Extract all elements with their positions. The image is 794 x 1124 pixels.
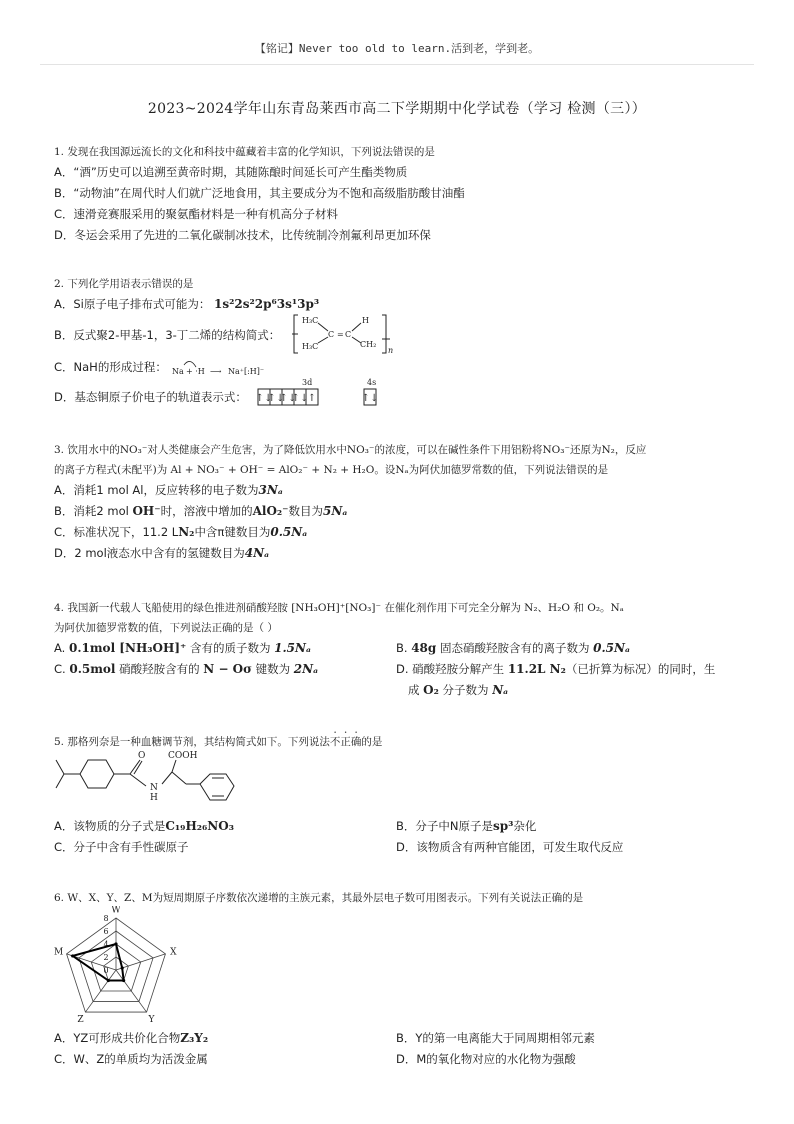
radar-tick-label: 2 bbox=[103, 953, 109, 962]
question-6-options-row-2 bbox=[54, 1049, 754, 1070]
nah-arrow: ⟶ bbox=[210, 367, 222, 376]
question-3-option-d bbox=[54, 543, 754, 564]
question-4-option-c bbox=[54, 659, 394, 680]
question-2 bbox=[54, 274, 754, 411]
carboxyl-group: COOH bbox=[168, 751, 198, 761]
question-4-option-a-label: A. bbox=[54, 641, 66, 655]
radar-category-label: M bbox=[54, 947, 64, 958]
question-2-option-b bbox=[54, 317, 754, 357]
question-4-option-d-continued bbox=[408, 680, 768, 701]
question-4-option-d bbox=[396, 659, 756, 680]
nateglinide-structure bbox=[54, 748, 254, 816]
question-3-option-d-value: 4Nₐ bbox=[244, 546, 269, 560]
question-3 bbox=[54, 440, 754, 564]
question-5-option-a bbox=[54, 816, 394, 837]
question-5-option-b bbox=[396, 816, 756, 837]
question-3-option-d-text: D．2 mol液态水中含有的氢键数目为 bbox=[54, 546, 245, 560]
polymer-carbon-2: C bbox=[345, 330, 352, 339]
question-6-options bbox=[54, 1028, 754, 1070]
polymer-ch2: CH₂ bbox=[360, 340, 377, 349]
question-5-options-row-2 bbox=[54, 837, 754, 858]
polymer-subscript-n: n bbox=[388, 346, 394, 355]
question-6-option-b: B．Y的第一电离能大于同周期相邻元素 bbox=[396, 1031, 595, 1045]
question-3-option-c bbox=[54, 522, 754, 543]
question-1 bbox=[54, 142, 754, 246]
question-4-option-a bbox=[54, 638, 394, 659]
question-3-option-c-value: 0.5Nₐ bbox=[270, 525, 308, 539]
question-5-stem-emphasis: 不正确 bbox=[329, 736, 362, 748]
question-4-option-a-value: 1.5Nₐ bbox=[274, 641, 311, 655]
radar-tick-label: 6 bbox=[103, 927, 109, 936]
question-6-options-row-1 bbox=[54, 1028, 754, 1049]
question-6-stem: 6. W、X、Y、Z、M为短周期原子序数依次递增的主族元素，其最外层电子数可用图表示。下列有关说法正确的是 bbox=[54, 892, 584, 904]
question-3-option-c-tail: 中含π键数目为 bbox=[194, 525, 271, 539]
carbonyl-oxygen: O bbox=[138, 751, 146, 761]
page-title: 2023~2024学年山东青岛莱西市高二下学期期中化学试卷（学习 检测（三）） bbox=[147, 101, 647, 117]
orbital-electrons-3d: ↑↓ bbox=[267, 393, 285, 404]
header-divider bbox=[40, 64, 754, 65]
question-4 bbox=[54, 598, 754, 701]
question-2-option-d-text: D．基态铜原子价电子的轨道表示式： bbox=[54, 390, 247, 404]
amide-nitrogen: N bbox=[150, 783, 158, 793]
question-4-option-a-text: 含有的质子数为 bbox=[186, 641, 275, 655]
question-6-option-a bbox=[54, 1028, 394, 1049]
polymer-ch3-bottom: H₃C bbox=[302, 342, 319, 351]
question-3-option-c-n2: N₂ bbox=[178, 525, 195, 539]
nah-sodium: Na bbox=[172, 367, 184, 376]
nah-formation-diagram bbox=[172, 359, 282, 379]
cu-orbital-diagram bbox=[254, 377, 394, 411]
electron-configuration: 1s²2s²2p⁶3s¹3p³ bbox=[214, 297, 320, 311]
question-5-option-d: D．该物质含有两种官能团，可发生取代反应 bbox=[396, 840, 624, 854]
orbital-electrons-3d: ↑↓ bbox=[291, 393, 309, 404]
question-3-option-b-text: B．消耗2 mol bbox=[54, 504, 129, 518]
question-2-option-b-text: B．反式聚2-甲基-1，3-丁二烯的结构简式： bbox=[54, 328, 281, 342]
question-4-option-d-text: D. 硝酸羟胺分解产生 bbox=[396, 662, 508, 676]
radar-tick-label: 8 bbox=[103, 914, 109, 923]
question-4-option-c-value: 2Nₐ bbox=[293, 662, 319, 676]
question-4-option-d-o2: O₂ bbox=[423, 683, 439, 697]
question-4-option-b-text: 固态硝酸羟胺含有的离子数为 bbox=[436, 641, 594, 655]
radar-category-label: Z bbox=[77, 1014, 84, 1025]
orbital-electrons-3d: ↑↓ bbox=[279, 393, 297, 404]
question-4-options-row-1 bbox=[54, 638, 754, 659]
radar-point bbox=[71, 954, 74, 957]
nah-hydrogen-atom: + ·H bbox=[186, 367, 205, 376]
question-5-options-row-1 bbox=[54, 816, 754, 837]
question-4-option-d-line2: 成 bbox=[408, 683, 424, 697]
question-3-option-b-value: 5Nₐ bbox=[323, 504, 348, 518]
question-5-option-b-tail: 杂化 bbox=[513, 819, 537, 833]
question-4-stem-line-1: 4. 我国新一代载人飞船使用的绿色推进剂硝酸羟胺 [NH₃OH]⁺[NO₃]⁻ 在催化剂作用下可完全分解为 N₂、H₂O 和 O₂。Nₐ bbox=[54, 602, 624, 614]
question-3-option-a bbox=[54, 480, 754, 501]
question-3-option-a-text: A．消耗1 mol Al，反应转移的电子数为 bbox=[54, 483, 259, 497]
question-4-options-row-2 bbox=[54, 659, 754, 680]
question-2-option-a bbox=[54, 294, 754, 317]
question-4-option-c-text: 硝酸羟胺含有的 bbox=[115, 662, 204, 676]
question-4-option-c-label: C. bbox=[54, 662, 66, 676]
question-2-option-d bbox=[54, 378, 754, 411]
orbital-label-3d: 3d bbox=[302, 378, 313, 387]
question-2-option-a-text: A．Si原子电子排布式可能为： bbox=[54, 297, 211, 311]
question-4-option-b-amount: 48g bbox=[411, 641, 437, 655]
question-3-stem-line-1: 3. 饮用水中的NO₃⁻对人类健康会产生危害，为了降低饮用水中NO₃⁻的浓度，可以在碱性条件下用铝粉将NO₃⁻还原为N₂，反应 bbox=[54, 444, 647, 456]
radar-point bbox=[114, 942, 117, 945]
radar-tick-label: 0 bbox=[103, 966, 109, 975]
question-6-option-d: D．M的氧化物对应的水化物为强酸 bbox=[396, 1052, 576, 1066]
radar-tick-label: 4 bbox=[103, 940, 109, 949]
polymer-right-bracket bbox=[382, 315, 386, 353]
radar-chart bbox=[54, 906, 184, 1030]
polymer-structure bbox=[292, 313, 402, 355]
question-3-option-b-ion2: AlO₂⁻ bbox=[252, 504, 289, 518]
question-3-option-b-tail2: 数目为 bbox=[288, 504, 323, 518]
question-4-option-d-value: Nₐ bbox=[492, 683, 509, 697]
question-1-option-d: D．冬运会采用了先进的二氧化碳制冰技术，比传统制冷剂氟利昂更加环保 bbox=[54, 228, 431, 242]
radar-point bbox=[107, 979, 110, 982]
question-5-option-a-text: A．该物质的分子式是 bbox=[54, 819, 166, 833]
question-1-stem: 1. 发现在我国源远流长的文化和科技中蕴藏着丰富的化学知识，下列说法错误的是 bbox=[54, 146, 435, 158]
question-4-option-b-label: B. bbox=[396, 641, 408, 655]
question-6-option-c: C．W、Z的单质均为活泼金属 bbox=[54, 1052, 208, 1066]
question-4-option-c-amount: 0.5mol bbox=[69, 662, 116, 676]
radar-point bbox=[122, 979, 125, 982]
question-4-option-b-value: 0.5Nₐ bbox=[593, 641, 630, 655]
polymer-double-bond: = bbox=[337, 330, 344, 339]
question-4-option-a-amount: 0.1mol [NH₃OH]⁺ bbox=[68, 641, 187, 655]
question-3-option-a-value: 3Nₐ bbox=[258, 483, 283, 497]
question-5-option-b-text: B．分子中N原子是 bbox=[396, 819, 493, 833]
radar-category-label: W bbox=[111, 906, 121, 916]
question-1-option-c: C．速滑竞赛服采用的聚氨酯材料是一种有机高分子材料 bbox=[54, 207, 339, 221]
radar-point bbox=[121, 966, 124, 969]
amide-hydrogen: H bbox=[150, 793, 158, 803]
question-4-option-c-bond: N − Oσ bbox=[203, 662, 252, 676]
orbital-electrons-4s: ↑↓ bbox=[361, 393, 379, 404]
question-1-option-a: A．“酒”历史可以追溯至黄帝时期，其随陈酿时间延长可产生酯类物质 bbox=[54, 165, 408, 179]
question-6-option-a-formula: Z₃Y₂ bbox=[180, 1031, 209, 1045]
nah-product: Na⁺[:H]⁻ bbox=[228, 367, 265, 376]
question-5-option-b-hybrid: sp³ bbox=[493, 819, 514, 833]
question-4-option-b bbox=[396, 638, 756, 659]
question-6 bbox=[54, 888, 754, 908]
question-2-option-c bbox=[54, 357, 754, 381]
question-1-option-b: B．“动物油”在周代时人们就广泛地食用，其主要成分为不饱和高级脂肪酸甘油酯 bbox=[54, 186, 465, 200]
polymer-ch3-top: H₃C bbox=[302, 316, 319, 325]
question-2-stem: 2. 下列化学用语表示错误的是 bbox=[54, 278, 194, 290]
question-4-stem-line-2: 为阿伏加德罗常数的值，下列说法正确的是（ ） bbox=[54, 622, 278, 634]
page-banner: 【铭记】Never too old to learn.活到老，学到老。 bbox=[254, 42, 540, 55]
orbital-label-4s: 4s bbox=[367, 378, 377, 387]
question-4-option-d-text2: （已折算为标况）的同时，生 bbox=[565, 662, 716, 676]
question-5-options bbox=[54, 816, 754, 858]
radar-category-label: Y bbox=[148, 1014, 155, 1025]
polymer-hydrogen: H bbox=[362, 316, 369, 325]
orbital-electrons-3d: ↑ bbox=[307, 393, 317, 404]
question-3-stem-line-2: 的离子方程式(未配平)为 Al + NO₃⁻ + OH⁻ = AlO₂⁻ + N₂ + H₂O。设Nₐ为阿伏加德罗常数的值，下列说法错误的是 bbox=[54, 464, 609, 476]
radar-category-label: X bbox=[170, 947, 177, 958]
question-4-option-d-text3: 分子数为 bbox=[438, 683, 493, 697]
question-3-option-b-ion: OH⁻ bbox=[132, 504, 161, 518]
question-3-option-b bbox=[54, 501, 754, 522]
question-3-option-c-text: C．标准状况下，11.2 L bbox=[54, 525, 179, 539]
question-5-option-a-formula: C₁₉H₂₆NO₃ bbox=[165, 819, 234, 833]
question-4-options-row-3 bbox=[54, 680, 754, 701]
question-2-option-c-text: C．NaH的形成过程： bbox=[54, 360, 167, 374]
question-6-option-a-text: A．YZ可形成共价化合物 bbox=[54, 1031, 181, 1045]
orbital-electrons-3d: ↑↓ bbox=[255, 393, 273, 404]
question-5-option-c: C．分子中含有手性碳原子 bbox=[54, 840, 189, 854]
question-5-stem-text: 5. 那格列奈是一种血糖调节剂，其结构简式如下。下列说法 bbox=[54, 736, 330, 748]
question-3-option-b-tail: 时，溶液中增加的 bbox=[160, 504, 253, 518]
question-4-option-d-amount: 11.2L N₂ bbox=[507, 662, 566, 676]
question-4-option-c-text2: 键数为 bbox=[251, 662, 294, 676]
question-5-stem-tail: 的是 bbox=[361, 736, 383, 748]
polymer-carbon-1: C bbox=[328, 330, 335, 339]
